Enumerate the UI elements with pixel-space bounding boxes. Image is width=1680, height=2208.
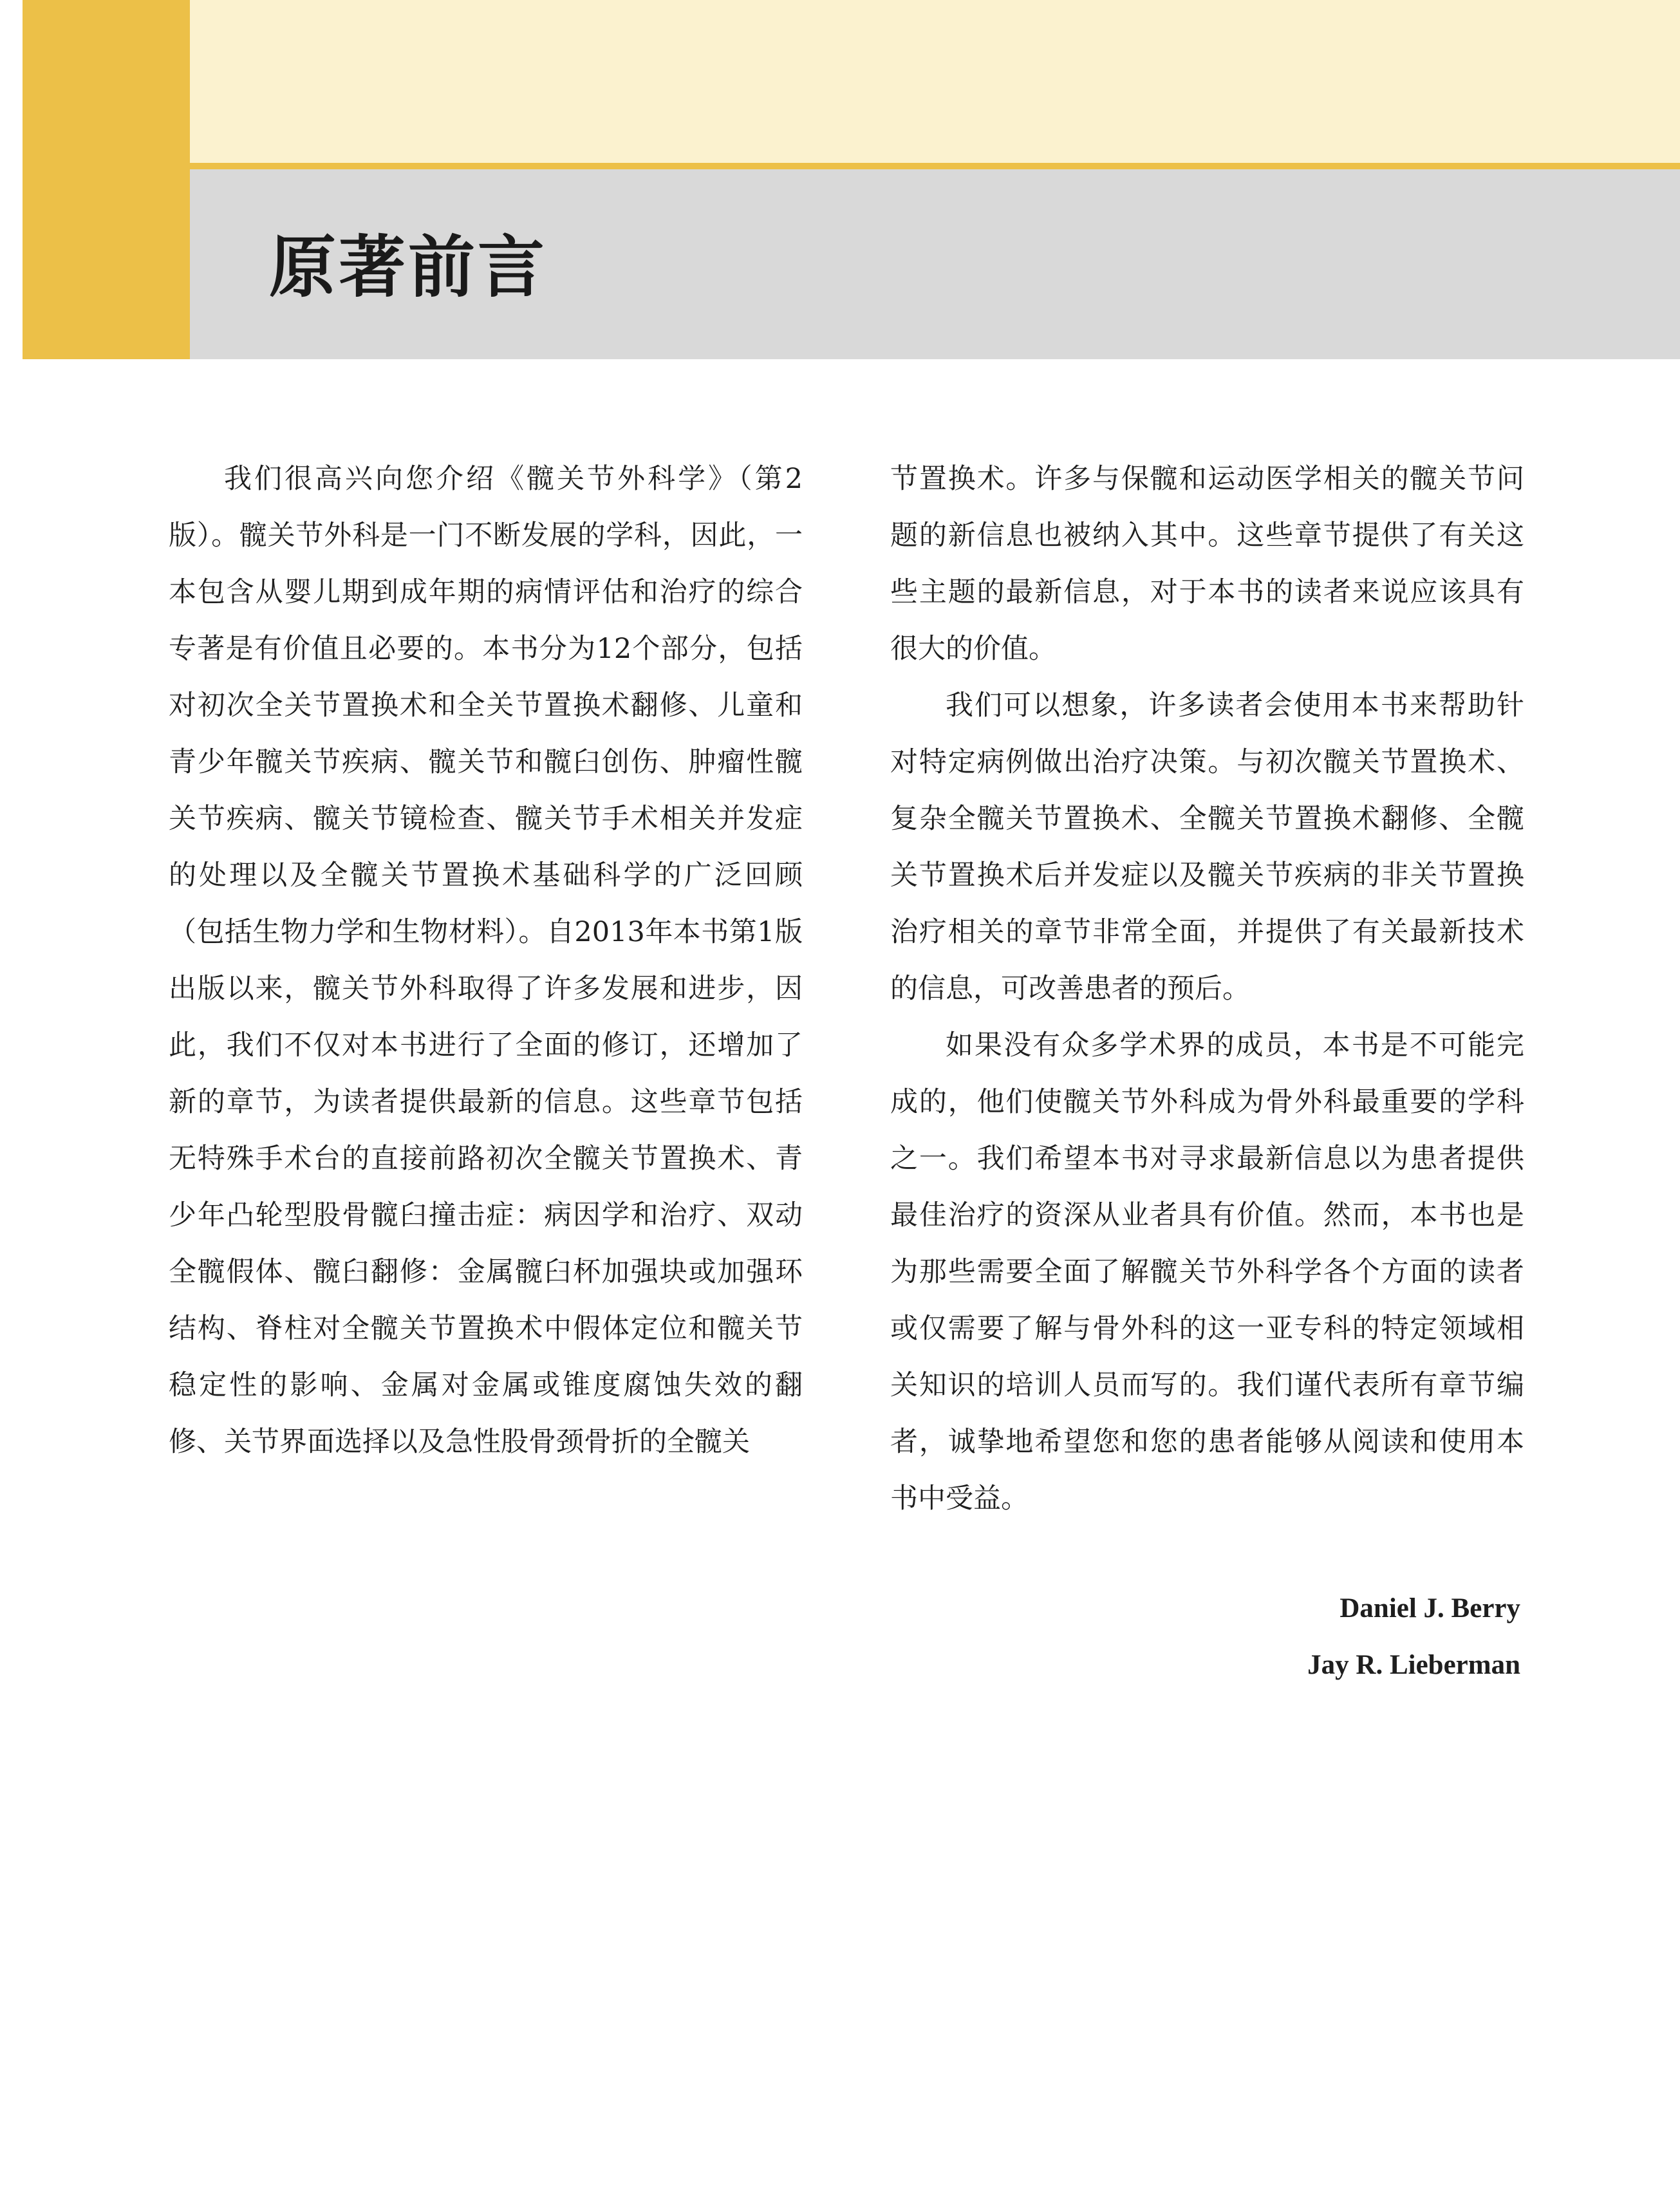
body-paragraph: 我们可以想象，许多读者会使用本书来帮助针对特定病例做出治疗决策。与初次髋关节置换术、复杂全髋关节置换术、全髋关节置换术翻修、全髋关节置换术后并发症以及髋关节疾病的非关节置换治疗相关的章节非常全面，并提供了有关最新技术的信息，可改善患者的预后。 <box>890 689 1524 1005</box>
page-title: 原著前言 <box>269 227 548 306</box>
body-paragraph: 节置换术。许多与保髋和运动医学相关的髋关节问题的新信息也被纳入其中。这些章节提供了有关这些主题的最新信息，对于本书的读者来说应该具有很大的价值。 <box>890 463 1524 665</box>
author-signatures <box>1307 1580 1520 1694</box>
header-divider-rule <box>190 163 1680 169</box>
header-accent-bar <box>23 0 190 359</box>
left-text-column <box>169 451 803 1470</box>
body-paragraph: 如果没有众多学术界的成员，本书是不可能完成的，他们使髋关节外科成为骨外科最重要的学科之一。我们希望本书对寻求最新信息以为患者提供最佳治疗的资深从业者具有价值。然而，本书也是为那些需要全面了解髋关节外科学各个方面的读者或仅需要了解与骨外科的这一亚专科的特定领域相关知识的培训人员而写的。我们谨代表所有章节编者，诚挚地希望您和您的患者能够从阅读和使用本书中受益。 <box>890 1029 1524 1515</box>
page-header <box>0 0 1680 359</box>
right-text-column <box>890 451 1524 1527</box>
body-paragraph: 我们很高兴向您介绍《髋关节外科学》（第2版）。髋关节外科是一门不断发展的学科，因此，一本包含从婴儿期到成年期的病情评估和治疗的综合专著是有价值且必要的。本书分为12个部分，包括对初次全关节置换术和全关节置换术翻修、儿童和青少年髋关节疾病、髋关节和髋臼创伤、肿瘤性髋关节疾病、髋关节镜检查、髋关节手术相关并发症的处理以及全髋关节置换术基础科学的广泛回顾（包括生物力学和生物材料）。自2013年本书第1版出版以来，髋关节外科取得了许多发展和进步，因此，我们不仅对本书进行了全面的修订，还增加了新的章节，为读者提供最新的信息。这些章节包括无特殊手术台的直接前路初次全髋关节置换术、青少年凸轮型股骨髋臼撞击症：病因学和治疗、双动全髋假体、髋臼翻修：金属髋臼杯加强块或加强环结构、脊柱对全髋关节置换术中假体定位和髋关节稳定性的影响、金属对金属或锥度腐蚀失效的翻修、关节界面选择以及急性股骨颈骨折的全髋关 <box>169 463 803 1458</box>
author-name: Daniel J. Berry <box>1339 1593 1520 1623</box>
header-top-band <box>190 0 1680 163</box>
author-name: Jay R. Lieberman <box>1307 1650 1520 1680</box>
